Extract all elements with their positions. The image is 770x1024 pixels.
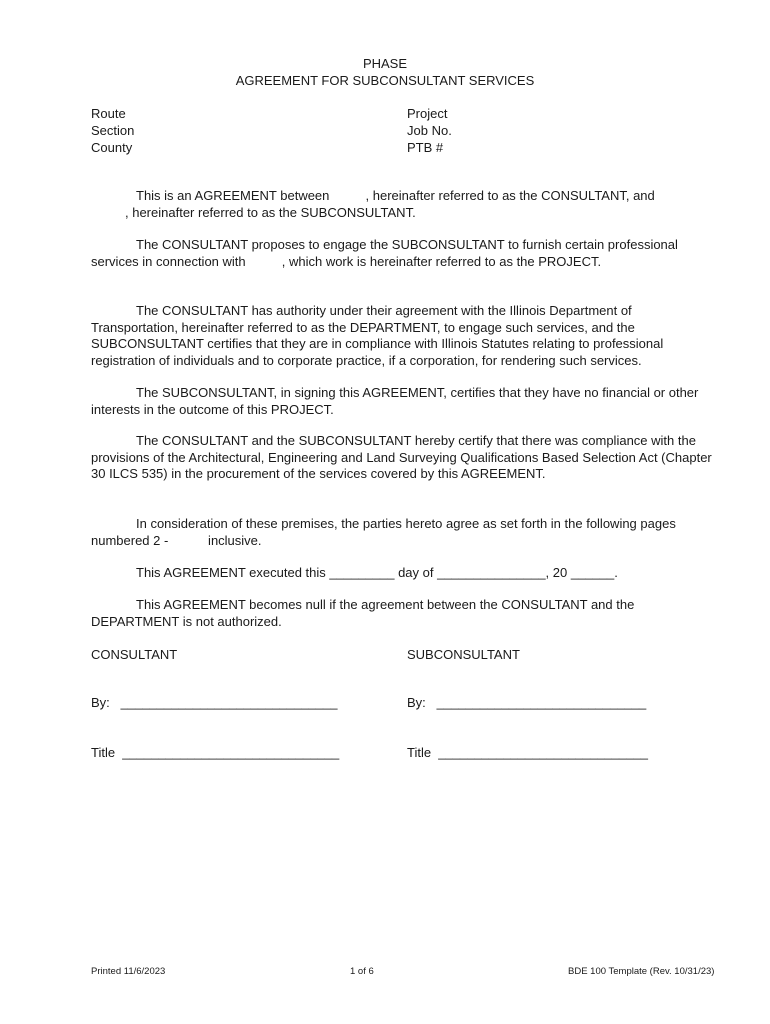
paragraph-compliance: The CONSULTANT and the SUBCONSULTANT hereby certify that there was compliance with the provisions of the Architectural, Engineering and Land Surveying Qualifications Based Selection Act (Chapter 30 ILCS 535) in the procurement of the services covered by this AGREEMENT. xyxy=(91,433,712,481)
consultant-title-line: Title ______________________________ xyxy=(91,745,340,760)
paragraph-authority: The CONSULTANT has authority under their agreement with the Illinois Department of Transportation, hereinafter referred to as the DEPARTMENT, to engage such services, and the SUBCONSULTANT certifies that they are in compliance with Illinois Statutes relating to professional registration of individuals and to corporate practice, if a corporation, for rendering such services. xyxy=(91,303,664,368)
phase-heading: PHASE xyxy=(362,56,408,71)
paragraph-engagement: The CONSULTANT proposes to engage the SUBCONSULTANT to furnish certain professional services in connection with , which work is hereinafter referred to as the PROJECT. xyxy=(91,237,682,269)
field-job-no: Job No. xyxy=(407,123,452,138)
consultant-label: CONSULTANT xyxy=(91,647,178,662)
paragraph-parties-line1: This is an AGREEMENT between , hereinafter referred to as the CONSULTANT, and xyxy=(136,188,655,203)
paragraph-interests: The SUBCONSULTANT, in signing this AGREEMENT, certifies that they have no financial or other interests in the outcome of this PROJECT. xyxy=(91,385,699,417)
footer-page-number: 1 of 6 xyxy=(350,966,374,977)
consultant-by-line: By: ______________________________ xyxy=(91,695,338,710)
field-project: Project xyxy=(407,106,448,121)
field-route: Route xyxy=(91,106,126,121)
subconsultant-by-line: By: _____________________________ xyxy=(407,695,647,710)
paragraph-parties-line2: , hereinafter referred to as the SUBCONSULTANT. xyxy=(125,205,416,220)
field-section: Section xyxy=(91,123,135,138)
document-title: AGREEMENT FOR SUBCONSULTANT SERVICES xyxy=(235,73,535,88)
subconsultant-label: SUBCONSULTANT xyxy=(407,647,520,662)
footer-printed-date: Printed 11/6/2023 xyxy=(91,966,166,977)
subconsultant-title-line: Title _____________________________ xyxy=(407,745,648,760)
paragraph-consideration: In consideration of these premises, the parties hereto agree as set forth in the following pages numbered 2 - inclusive. xyxy=(91,516,680,548)
field-county: County xyxy=(91,140,133,155)
paragraph-executed: This AGREEMENT executed this _________ day of _______________, 20 ______. xyxy=(136,565,618,580)
footer-template-id: BDE 100 Template (Rev. 10/31/23) xyxy=(568,966,715,977)
field-ptb: PTB # xyxy=(407,140,444,155)
paragraph-null-clause: This AGREEMENT becomes null if the agreement between the CONSULTANT and the DEPARTMENT is not authorized. xyxy=(91,597,635,629)
